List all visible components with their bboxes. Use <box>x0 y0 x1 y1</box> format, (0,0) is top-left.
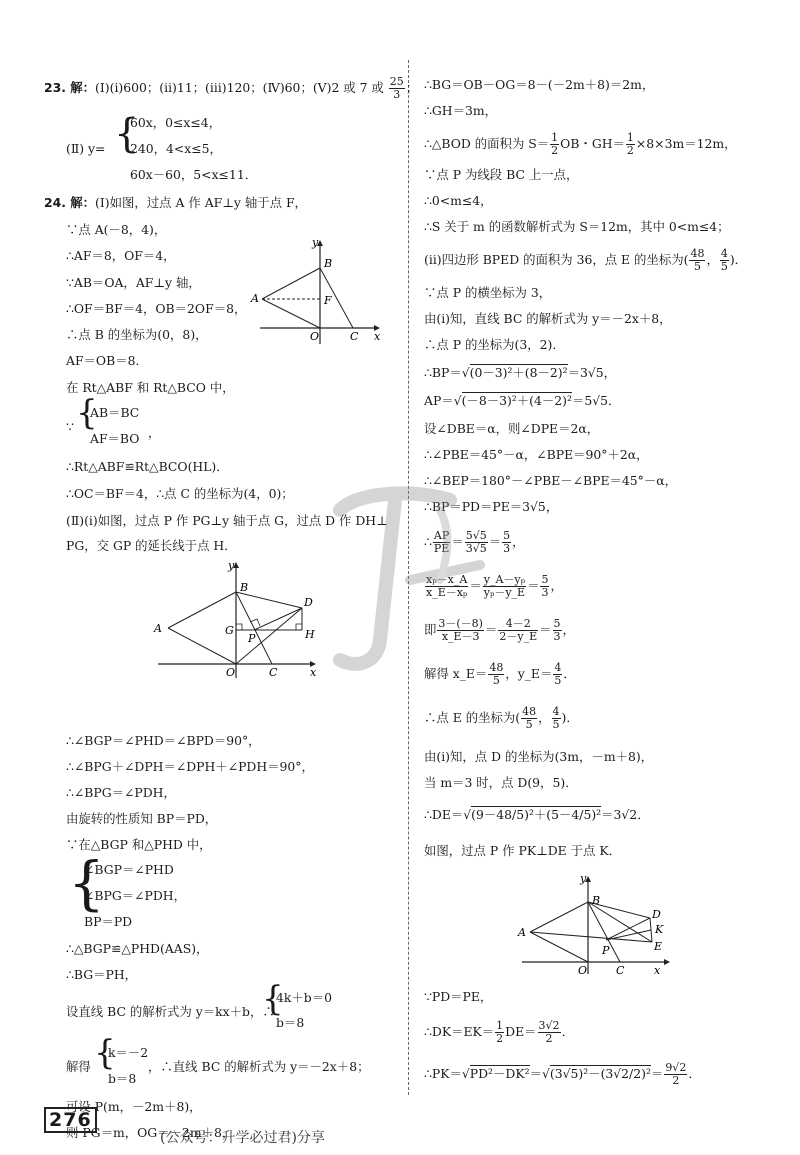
segment-PK <box>606 930 651 940</box>
text-line: 由(ⅰ)知，直线 BC 的解析式为 y＝－2x＋8， <box>424 311 672 326</box>
case-line: AB＝BC <box>90 405 140 420</box>
equation-subst: 即 $\frac{3-(-8)}{x\_E-3}$ ＝ $\frac{4-2}{2-y\_E}$ ＝ $\frac{5}{3}$ ， <box>424 617 575 643</box>
label-A: A <box>518 926 526 939</box>
label-C: C <box>269 666 278 679</box>
case-line: 4k＋b＝0 <box>276 990 332 1005</box>
text-line: ，∴直线 BC 的解析式为 y＝－2x＋8； <box>148 1059 370 1074</box>
text-line: ∴0<m≤4， <box>424 193 493 208</box>
case-line: AF＝BO <box>90 431 140 446</box>
text-line: 如图，过点 P 作 PK⊥DE 于点 K． <box>424 843 622 858</box>
text-line: ∴BP＝PD＝PE＝3√5， <box>424 499 559 514</box>
label-y: y <box>228 559 235 572</box>
figure-2 <box>150 558 320 683</box>
label-F: F <box>324 294 332 307</box>
text-line: ∵点 P 为线段 BC 上一点， <box>424 167 579 182</box>
text-line: ∴OC＝BF＝4，∴点 C 的坐标为(4，0)； <box>66 486 294 501</box>
watermark-logo <box>300 470 520 700</box>
text-line: (ⅱ)四边形 BPED 的面积为 36，点 E 的坐标为( $\frac{48}{5}$ ， $\frac{4}{5}$ )． <box>424 247 748 273</box>
label-B: B <box>240 581 249 594</box>
segment-AB <box>168 592 236 628</box>
label-H: H <box>305 628 315 641</box>
q24-line1: 24. 解：(Ⅰ)如图，过点 A 作 AF⊥y 轴于点 F， <box>44 195 307 210</box>
segment-AB <box>262 268 320 299</box>
case-line: 60x－60，5<x≤11． <box>130 167 258 182</box>
text-line: ∴Rt△ABF≌Rt△BCO(HL)． <box>66 459 229 474</box>
label-K: K <box>655 923 664 936</box>
label-O: O <box>578 964 588 977</box>
label-x: x <box>374 330 380 343</box>
equation-coords: $\frac{\text{xₚ－x\_A}}{\text{x\_E－xₚ}}$ ＝ $\frac{\text{y\_A－yₚ}}{\text{yₚ－y\_E}}$ ＝ $\frac{5}{3}$ ， <box>426 573 563 599</box>
segment-OD <box>236 608 302 664</box>
label-P: P <box>248 632 256 645</box>
fraction: $\frac{25}{3}$ <box>389 75 404 101</box>
label-P: P <box>602 944 610 957</box>
text-line: 当 m＝3 时，点 D(9，5)． <box>424 775 578 790</box>
text-line: ∵PD＝PE， <box>424 989 493 1004</box>
brace: { <box>94 1033 116 1073</box>
text-line: 设∠DBE＝α，则∠DPE＝2α， <box>424 421 600 436</box>
q23-line1: 23. 解：(Ⅰ)(ⅰ)600；(ⅱ)11；(ⅲ)120；(Ⅳ)60；(Ⅴ)2 或 7 或 $\frac{25}{3}$ ； <box>44 75 419 101</box>
equation-ratio: ∴ $\frac{AP}{PE}$ ＝ $\frac{5√5}{3√5}$ ＝ $\frac{5}{3}$ ， <box>424 529 525 555</box>
case-line: ∠BGP＝∠PHD <box>84 862 174 877</box>
text-line: ∴GH＝3m， <box>424 103 498 118</box>
text-line: ∴DE＝√(9－48/5)²＋(5－4/5)²＝3√2． <box>424 807 650 822</box>
figure-3 <box>516 870 676 980</box>
right-angle-G <box>236 624 242 630</box>
label-C: C <box>350 330 359 343</box>
label-A: A <box>251 292 259 305</box>
text-line: 设直线 BC 的解析式为 y＝kx＋b，∴ <box>66 1004 275 1019</box>
brace: { <box>68 849 105 917</box>
text-line: 由旋转的性质知 BP＝PD， <box>66 811 218 826</box>
text-line: 则 PG＝m，OG＝－2m＋8， <box>66 1125 235 1140</box>
text-line: ∴DK＝EK＝ $\frac{1}{2}$ DE＝ $\frac{3√2}{2}$ ． <box>424 1019 574 1045</box>
text-line: ∴BP＝√(0－3)²＋(8－2)²＝3√5， <box>424 365 617 380</box>
label-O: O <box>310 330 320 343</box>
text-line: ∵ <box>66 419 74 434</box>
text-line: 解得 <box>66 1059 91 1074</box>
text-line: ∴BG＝OB－OG＝8－(－2m＋8)＝2m， <box>424 77 655 92</box>
brace: { <box>76 393 98 433</box>
segment-PD <box>254 608 302 630</box>
text-line: (Ⅱ)(ⅰ)如图，过点 P 作 PG⊥y 轴于点 G，过点 D 作 DH⊥ <box>66 513 388 528</box>
text-line: ∵在△BGP 和△PHD 中， <box>66 837 212 852</box>
text-line: ∴∠BPG＋∠DPH＝∠DPH＋∠PDH＝90°， <box>66 759 314 774</box>
segment-AO <box>262 299 320 328</box>
brace: { <box>114 111 140 157</box>
label-D: D <box>304 596 313 609</box>
case-line: b＝8 <box>276 1015 305 1030</box>
label-y: y <box>312 238 319 249</box>
text-line: ∴PK＝√PD²－DK²＝√(3√5)²－(3√2/2)²＝ $\frac{9√2}{2}$ ． <box>424 1061 701 1087</box>
text-line: 由(ⅰ)知，点 D 的坐标为(3m，－m＋8)， <box>424 749 654 764</box>
label-B: B <box>324 257 333 270</box>
case-line: 240，4<x≤5， <box>130 141 222 156</box>
text-line: ∵点 P 的横坐标为 3， <box>424 285 552 300</box>
label-G: G <box>225 624 234 637</box>
text-line: ∴∠BGP＝∠PHD＝∠BPD＝90°， <box>66 733 261 748</box>
brace: { <box>262 979 284 1019</box>
segment-BC <box>236 592 272 664</box>
text-line: 可设 P(m，－2m＋8)， <box>66 1099 202 1114</box>
label-y: y <box>580 872 587 885</box>
x-arrow <box>664 959 670 965</box>
text-line: ∴△BOD 的面积为 S＝ $\frac{1}{2}$ OB・GH＝ $\frac{1}{2}$ ×8×3m＝12m， <box>424 131 737 157</box>
label-A: A <box>154 622 162 635</box>
segment-BD <box>236 592 302 608</box>
text-line: PG，交 GP 的延长线于点 H． <box>66 538 237 553</box>
label-D: D <box>652 908 661 921</box>
text-line: ∴∠PBE＝45°－α，∠BPE＝90°＋2α， <box>424 447 649 462</box>
text-line: AF＝OB＝8． <box>66 353 148 368</box>
text-line: ∴点 E 的坐标为( $\frac{48}{5}$ ， $\frac{4}{5}$ )． <box>424 705 579 731</box>
case-line: k＝－2 <box>108 1045 149 1060</box>
text-line: ， <box>148 425 161 440</box>
footer-note: (公众号：升学必过君)分享 <box>160 1130 325 1146</box>
page-number: 276 <box>44 1107 97 1133</box>
figure-1 <box>250 238 380 348</box>
case-line: 60x，0≤x≤4， <box>130 115 222 130</box>
text-line: ∴OF＝BF＝4，OB＝2OF＝8， <box>66 301 247 316</box>
text-line: ∴∠BEP＝180°－∠PBE－∠BPE＝45°－α， <box>424 473 678 488</box>
equation-solve: 解得 x_E＝ $\frac{48}{5}$ ，y_E＝ $\frac{4}{5}$ ． <box>424 661 576 687</box>
text-line: ∴点 P 的坐标为(3，2)． <box>424 337 565 352</box>
text-line: ∴S 关于 m 的函数解析式为 S＝12m，其中 0<m≤4； <box>424 219 730 234</box>
text-line: 在 Rt△ABF 和 Rt△BCO 中， <box>66 380 235 395</box>
case-line: BP＝PD <box>84 914 133 929</box>
text-line: ∴点 B 的坐标为(0，8)， <box>66 327 208 342</box>
label-B: B <box>592 894 601 907</box>
text-line: ∴BG＝PH， <box>66 967 138 982</box>
label-E: E <box>654 940 663 953</box>
label-C: C <box>616 964 625 977</box>
case-line: b＝8 <box>108 1071 137 1086</box>
case-line: ∠BPG＝∠PDH， <box>84 888 186 903</box>
text-line: ∴△BGP≌△PHD(AAS)， <box>66 941 209 956</box>
text-line: ∵点 A(－8，4)， <box>66 222 167 237</box>
label-x: x <box>310 666 317 679</box>
q23-part2-label: (Ⅱ) y= <box>66 141 106 156</box>
text-line: ∴∠BPG＝∠PDH， <box>66 785 176 800</box>
label-x: x <box>654 964 661 977</box>
text-line: ∵AB＝OA，AF⊥y 轴， <box>66 275 201 290</box>
segment-AB <box>530 902 588 932</box>
text-line: ∴AF＝8，OF＝4， <box>66 248 176 263</box>
text-line: AP＝√(－8－3)²＋(4－2)²＝5√5． <box>424 393 621 408</box>
label-O: O <box>226 666 236 679</box>
